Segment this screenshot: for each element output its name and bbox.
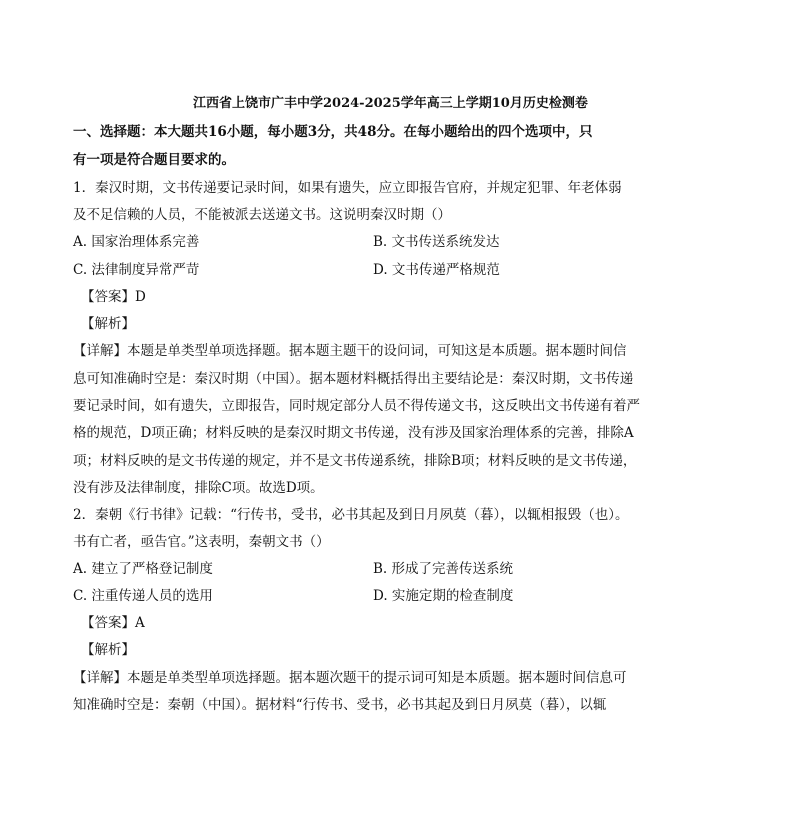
section-header-line-2: 有一项是符合题目要求的。 (73, 152, 235, 168)
q2-option-d: D. 实施定期的检查制度 (373, 588, 514, 604)
q1-option-d: D. 文书传递严格规范 (373, 262, 500, 278)
q1-analysis-label: 【解析】 (81, 316, 135, 332)
q2-option-c: C. 注重传递人员的选用 (73, 588, 213, 604)
q1-option-a: A. 国家治理体系完善 (73, 234, 200, 250)
q1-detail-line-2: 息可知准确时空是：秦汉时期（中国）。据本题材料概括得出主要结论是：秦汉时期，文书传递 (73, 371, 634, 387)
q1-detail-line-4: 格的规范，D项正确；材料反映的是秦汉时期文书传递，没有涉及国家治理体系的完善，排除A (73, 425, 634, 441)
q2-stem-line-1: 2．秦朝《行书律》记载：“行传书，受书，必书其起及到日月夙莫（暮），以辄相报毁（也）。 (73, 507, 629, 523)
q2-answer: 【答案】A (81, 615, 145, 631)
q1-detail-line-6: 没有涉及法律制度，排除C项。故选D项。 (73, 480, 324, 496)
q2-detail-line-1: 【详解】本题是单类型单项选择题。据本题次题干的提示词可知是本质题。据本题时间信息可 (73, 670, 627, 686)
q1-option-b: B. 文书传送系统发达 (373, 234, 500, 250)
q2-analysis-label: 【解析】 (81, 642, 135, 658)
q2-stem-line-2: 书有亡者，亟告官。”这表明，秦朝文书（） (73, 534, 330, 550)
q1-detail-line-5: 项；材料反映的是文书传递的规定，并不是文书传递系统，排除B项；材料反映的是文书传递， (73, 453, 637, 469)
q1-stem-line-2: 及不足信赖的人员，不能被派去送递文书。这说明秦汉时期（） (73, 207, 451, 223)
section-header-line-1: 一、选择题：本大题共16小题，每小题3分，共48分。在每小题给出的四个选项中，只 (73, 124, 593, 140)
q1-answer: 【答案】D (81, 289, 146, 305)
q1-detail-line-1: 【详解】本题是单类型单项选择题。据本题主题干的设问词，可知这是本质题。据本题时间信 (73, 343, 627, 359)
document-title: 江西省上饶市广丰中学2024-2025学年高三上学期10月历史检测卷 (193, 96, 588, 111)
q2-detail-line-2: 知准确时空是：秦朝（中国）。据材料“行传书、受书，必书其起及到日月夙莫（暮），以辄 (73, 697, 607, 713)
q1-option-c: C. 法律制度异常严苛 (73, 262, 200, 278)
q2-option-a: A. 建立了严格登记制度 (73, 561, 213, 577)
q1-detail-line-3: 要记录时间，如有遗失，立即报告，同时规定部分人员不得传递文书，这反映出文书传递有着严 (73, 398, 640, 414)
q2-option-b: B. 形成了完善传送系统 (373, 561, 514, 577)
q1-stem-line-1: 1．秦汉时期，文书传递要记录时间，如果有遗失，应立即报告官府，并规定犯罪、年老体弱 (73, 180, 622, 196)
